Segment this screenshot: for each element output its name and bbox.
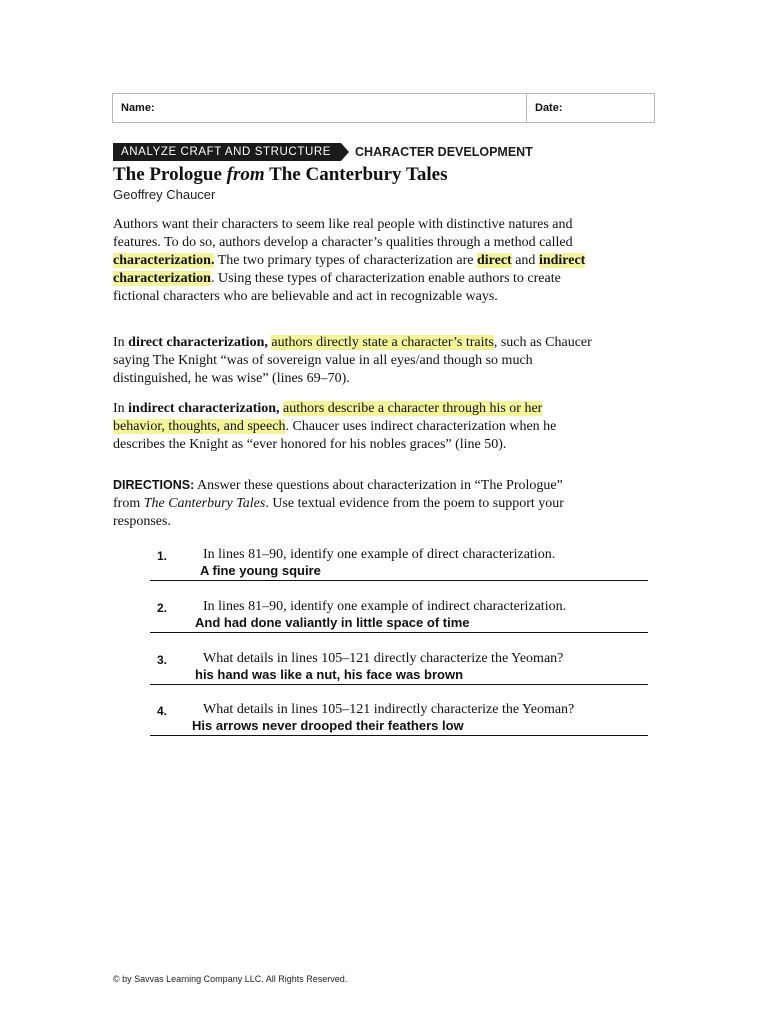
question-3	[150, 650, 648, 690]
date-field[interactable]	[527, 94, 654, 122]
question-text: What details in lines 105–121 indirectly characterize the Yeoman?	[203, 702, 575, 717]
question-text: What details in lines 105–121 directly characterize the Yeoman?	[203, 651, 564, 666]
question-number: 1.	[157, 549, 168, 563]
question-2	[150, 598, 648, 638]
term-direct: direct characterization,	[128, 335, 268, 350]
page-title	[113, 164, 447, 186]
directions-paragraph	[113, 476, 593, 531]
question-text: In lines 81–90, identify one example of indirect characterization.	[203, 599, 567, 614]
text: In	[113, 335, 129, 350]
title-italic: from	[226, 164, 265, 185]
name-label: Name:	[121, 102, 155, 114]
banner-subtitle: CHARACTER DEVELOPMENT	[355, 145, 533, 159]
name-date-box	[112, 93, 655, 123]
question-4	[150, 701, 648, 741]
question-number: 2.	[157, 601, 168, 615]
banner-label: ANALYZE CRAFT AND STRUCTURE	[113, 143, 341, 161]
question-text: In lines 81–90, identify one example of direct characterization.	[203, 547, 556, 562]
text: . Using these types of characterization enable authors to create fictional characters who are believable and act in recognizable ways.	[113, 271, 561, 304]
text: In	[113, 401, 129, 416]
answer-line	[150, 632, 648, 633]
question-1	[150, 546, 648, 586]
term-indirect: indirect characterization,	[128, 401, 280, 416]
text: , such as Chaucer saying The Knight “was of sovereign value in all eyes/and though so much distinguished, he was wise” (lines 69–70).	[113, 335, 592, 386]
answer-field[interactable]: A fine young squire	[200, 563, 321, 578]
answer-line	[150, 735, 648, 736]
book-title: The Canterbury Tales	[143, 496, 266, 511]
answer-field[interactable]: And had done valiantly in little space of time	[195, 615, 470, 630]
answer-field[interactable]: his hand was like a nut, his face was brown	[195, 667, 464, 682]
answer-line	[150, 684, 648, 685]
date-label: Date:	[535, 102, 563, 114]
text: and	[511, 253, 539, 268]
question-number: 3.	[157, 653, 168, 667]
highlight-characterization: characterization.	[113, 253, 215, 268]
answer-line	[150, 580, 648, 581]
title-part: The Canterbury Tales	[264, 164, 448, 185]
highlight-indirect: indirect characterization	[113, 253, 586, 286]
highlight-indirect-definition: authors describe a character through his or her behavior, thoughts, and speech	[113, 401, 543, 434]
indirect-paragraph	[113, 400, 593, 454]
copyright-footer: © by Savvas Learning Company LLC. All Rights Reserved.	[113, 974, 348, 984]
intro-paragraph	[113, 216, 593, 306]
author-name: Geoffrey Chaucer	[113, 187, 216, 202]
text: Answer these questions about characterization in “The Prologue” from	[113, 478, 563, 511]
text: . Chaucer uses indirect characterization when he describes the Knight as “ever honored for his nobles graces” (line 50).	[113, 419, 557, 452]
question-number: 4.	[157, 704, 168, 718]
highlight-direct-definition: authors directly state a character’s traits	[271, 335, 494, 350]
direct-paragraph	[113, 334, 593, 388]
title-part: The Prologue	[113, 164, 227, 185]
name-field[interactable]	[113, 94, 527, 122]
directions-label: DIRECTIONS:	[113, 478, 195, 492]
text: The two primary types of characterization are	[214, 253, 477, 268]
text: . Use textual evidence from the poem to support your responses.	[113, 496, 564, 529]
highlight-direct: direct	[476, 253, 512, 268]
section-banner	[113, 142, 533, 162]
answer-field[interactable]: His arrows never drooped their feathers low	[192, 718, 464, 733]
text: Authors want their characters to seem like real people with distinctive natures and features. To do so, authors develop a character’s qualities through a method called	[113, 217, 573, 250]
